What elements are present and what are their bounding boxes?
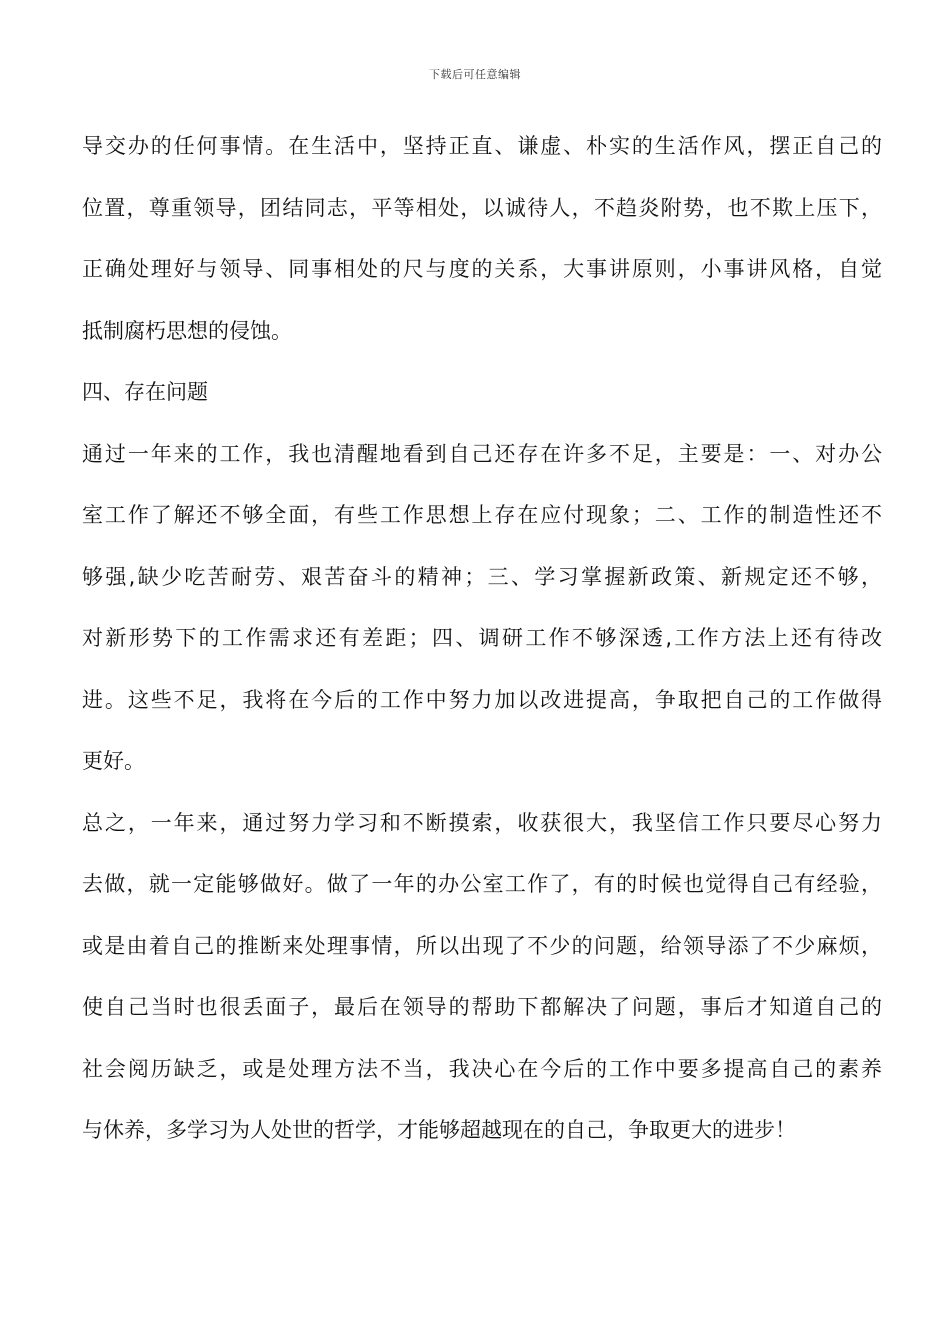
text-line: 与休养，多学习为人处世的哲学，才能够超越现在的自己，争取更大的进步！ (82, 1118, 796, 1142)
text-line: 位置，尊重领导，团结同志，平等相处，以诚待人，不趋炎附势，也不欺上压下， (82, 195, 882, 220)
text-line: 对新形势下的工作需求还有差距；四、调研工作不够深透,工作方法上还有待改 (82, 626, 882, 650)
text-line: 进。这些不足，我将在今后的工作中努力加以改进提高，争取把自己的工作做得 (82, 687, 882, 712)
text-line: 社会阅历缺乏，或是处理方法不当，我决心在今后的工作中要多提高自己的素养 (82, 1056, 882, 1081)
text-line: 正确处理好与领导、同事相处的尺与度的关系，大事讲原则，小事讲风格，自觉 (82, 257, 882, 281)
text-line: 室工作了解还不够全面，有些工作思想上存在应付现象；二、工作的制造性还不 (82, 503, 882, 527)
body-text (82, 116, 882, 1162)
text-line: 导交办的任何事情。在生活中，坚持正直、谦虚、朴实的生活作风，摆正自己的 (82, 134, 882, 158)
text-line: 使自己当时也很丢面子，最后在领导的帮助下都解决了问题，事后才知道自己的 (82, 995, 882, 1019)
text-line: 更好。 (82, 749, 145, 773)
text-line: 够强,缺少吃苦耐劳、艰苦奋斗的精神；三、学习掌握新政策、新规定还不够， (82, 564, 882, 589)
text-line: 去做，就一定能够做好。做了一年的办公室工作了，有的时候也觉得自己有经验， (82, 872, 882, 896)
text-line: 通过一年来的工作，我也清醒地看到自己还存在许多不足，主要是：一、对办公 (82, 441, 882, 466)
text-line: 或是由着自己的推断来处理事情，所以出现了不少的问题，给领导添了不少麻烦， (82, 933, 882, 958)
text-line: 总之，一年来，通过努力学习和不断摸索，收获很大，我坚信工作只要尽心努力 (82, 810, 882, 835)
section-heading: 四、存在问题 (82, 380, 208, 404)
text-line: 抵制腐朽思想的侵蚀。 (82, 318, 292, 343)
header-note: 下载后可任意编辑 (429, 68, 521, 81)
